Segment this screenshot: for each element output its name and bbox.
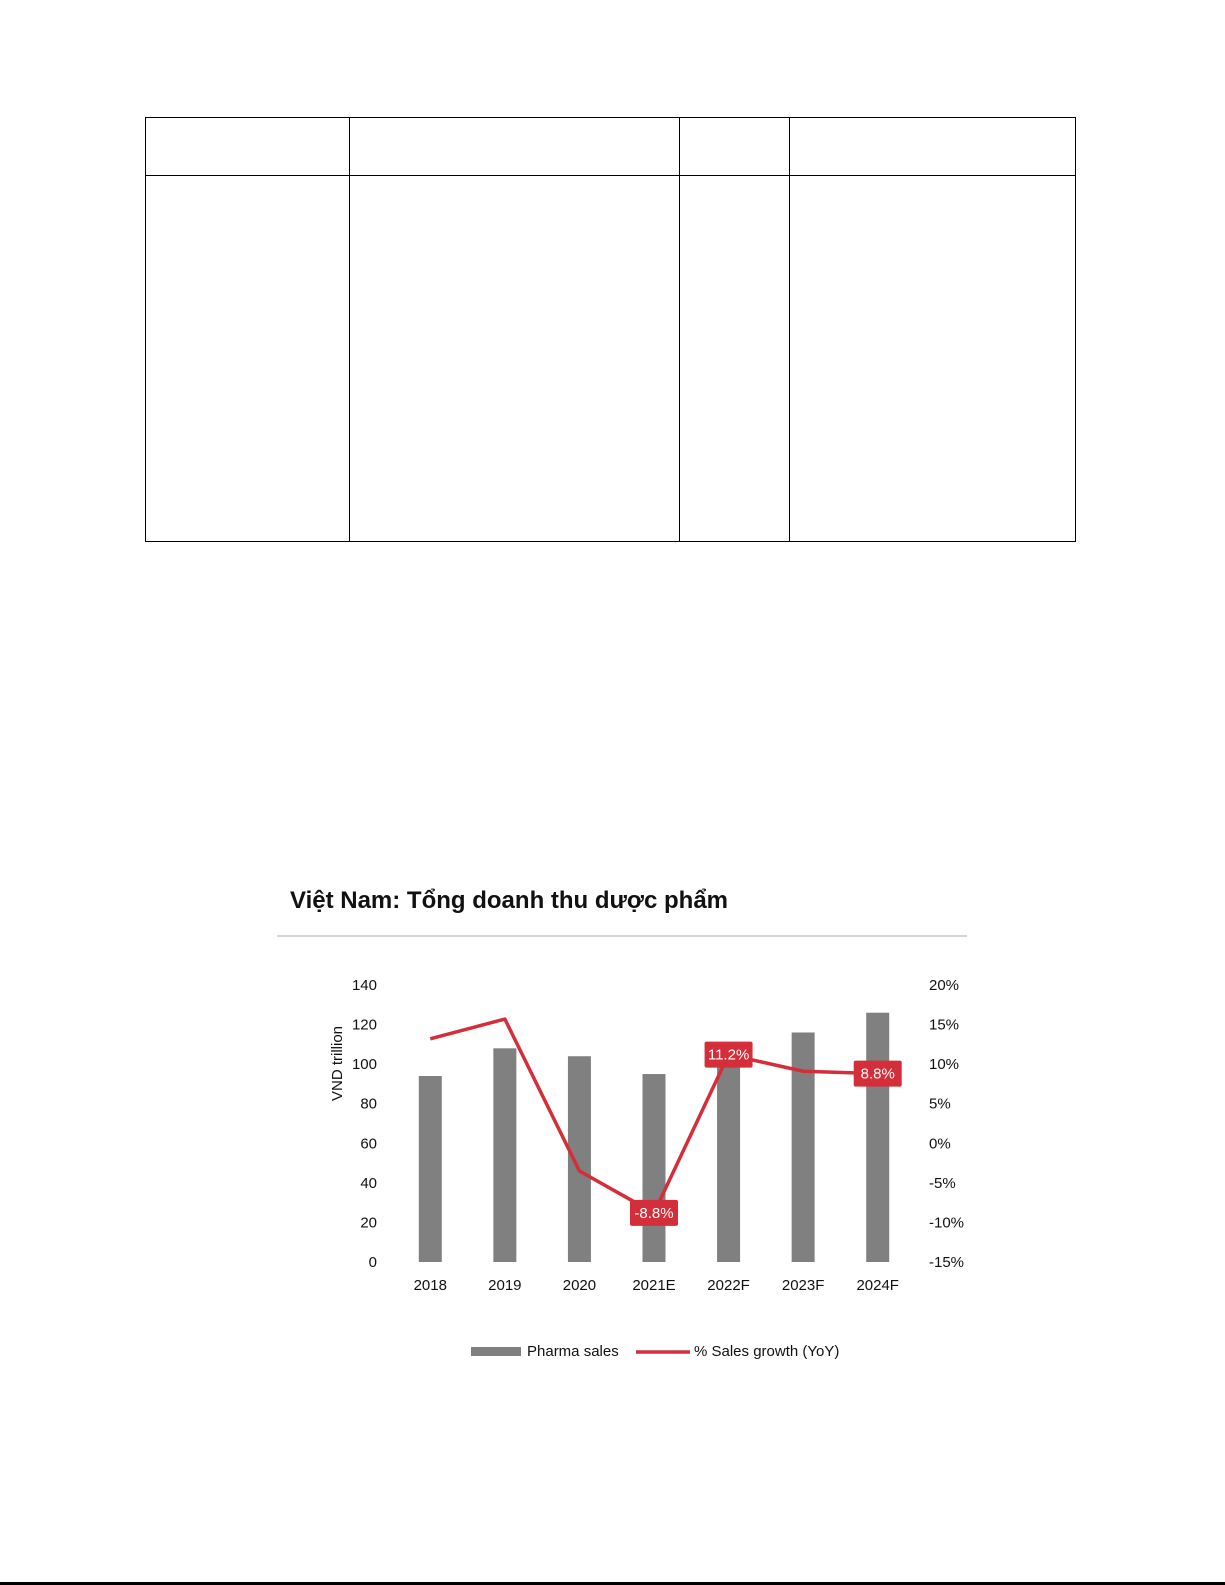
bar-2021e: [643, 1074, 666, 1262]
data-label: -8.8%: [634, 1204, 674, 1222]
x-tick-label: 2021E: [632, 1277, 676, 1294]
table-cell: [790, 176, 1076, 542]
y-tick-label: 40: [360, 1174, 377, 1192]
table-header-row: [146, 118, 1076, 176]
y-tick-label: 140: [351, 977, 377, 994]
x-tick-label: 2022F: [707, 1277, 750, 1294]
y-tick-label: 120: [351, 1016, 377, 1034]
y2-tick-label: 20%: [929, 977, 960, 994]
chart-title: Việt Nam: Tổng doanh thu dược phẩm: [290, 887, 728, 914]
table-cell: [146, 176, 350, 542]
x-tick-label: 2023F: [781, 1277, 825, 1294]
y2-tick-label: 15%: [929, 1016, 960, 1034]
y-tick-label: 60: [360, 1135, 377, 1153]
y-tick-label: 20: [360, 1214, 377, 1232]
bar-2018: [419, 1076, 442, 1262]
chart-legend: [471, 1343, 839, 1360]
y-axis-label: VND trillion: [329, 1025, 346, 1102]
data-labels-group: [630, 1042, 902, 1226]
bar-2022f: [717, 1066, 740, 1262]
bar-2024f: [866, 1013, 889, 1262]
y-axis-ticks: [352, 977, 377, 1271]
x-tick-label: 2019: [488, 1277, 522, 1294]
bar-2023f: [792, 1032, 815, 1262]
y-tick-label: 80: [360, 1095, 377, 1113]
table-cell: [680, 118, 790, 176]
table-cell: [350, 176, 680, 542]
legend-label-pharma-sales: Pharma sales: [527, 1343, 619, 1360]
x-axis-ticks: [414, 1277, 899, 1294]
chart-canvas: [253, 884, 973, 1384]
legend-label-sales-growth: % Sales growth (YoY): [694, 1343, 840, 1360]
table-row: [146, 176, 1076, 542]
y2-tick-label: -10%: [929, 1214, 965, 1232]
y2-tick-label: 0%: [929, 1135, 951, 1153]
data-label: 11.2%: [707, 1046, 750, 1064]
y2-axis-ticks: [929, 977, 964, 1271]
y-tick-label: 100: [351, 1056, 377, 1074]
legend-swatch-pharma-sales: [471, 1347, 521, 1356]
y2-tick-label: 5%: [929, 1095, 951, 1113]
table-cell: [790, 118, 1076, 176]
data-label: 8.8%: [860, 1065, 895, 1083]
bar-2020: [568, 1056, 591, 1262]
table-cell: [146, 118, 350, 176]
y2-tick-label: -15%: [929, 1254, 965, 1271]
y2-tick-label: -5%: [929, 1174, 956, 1192]
table-cell: [680, 176, 790, 542]
x-tick-label: 2018: [413, 1277, 447, 1294]
table-cell: [350, 118, 680, 176]
pharma-sales-chart: [253, 884, 973, 1384]
x-tick-label: 2024F: [856, 1277, 899, 1294]
y2-tick-label: 10%: [929, 1056, 960, 1074]
bar-2019: [493, 1048, 516, 1262]
y-tick-label: 0: [368, 1254, 377, 1271]
x-tick-label: 2020: [562, 1277, 597, 1294]
document-table: [145, 117, 1076, 542]
